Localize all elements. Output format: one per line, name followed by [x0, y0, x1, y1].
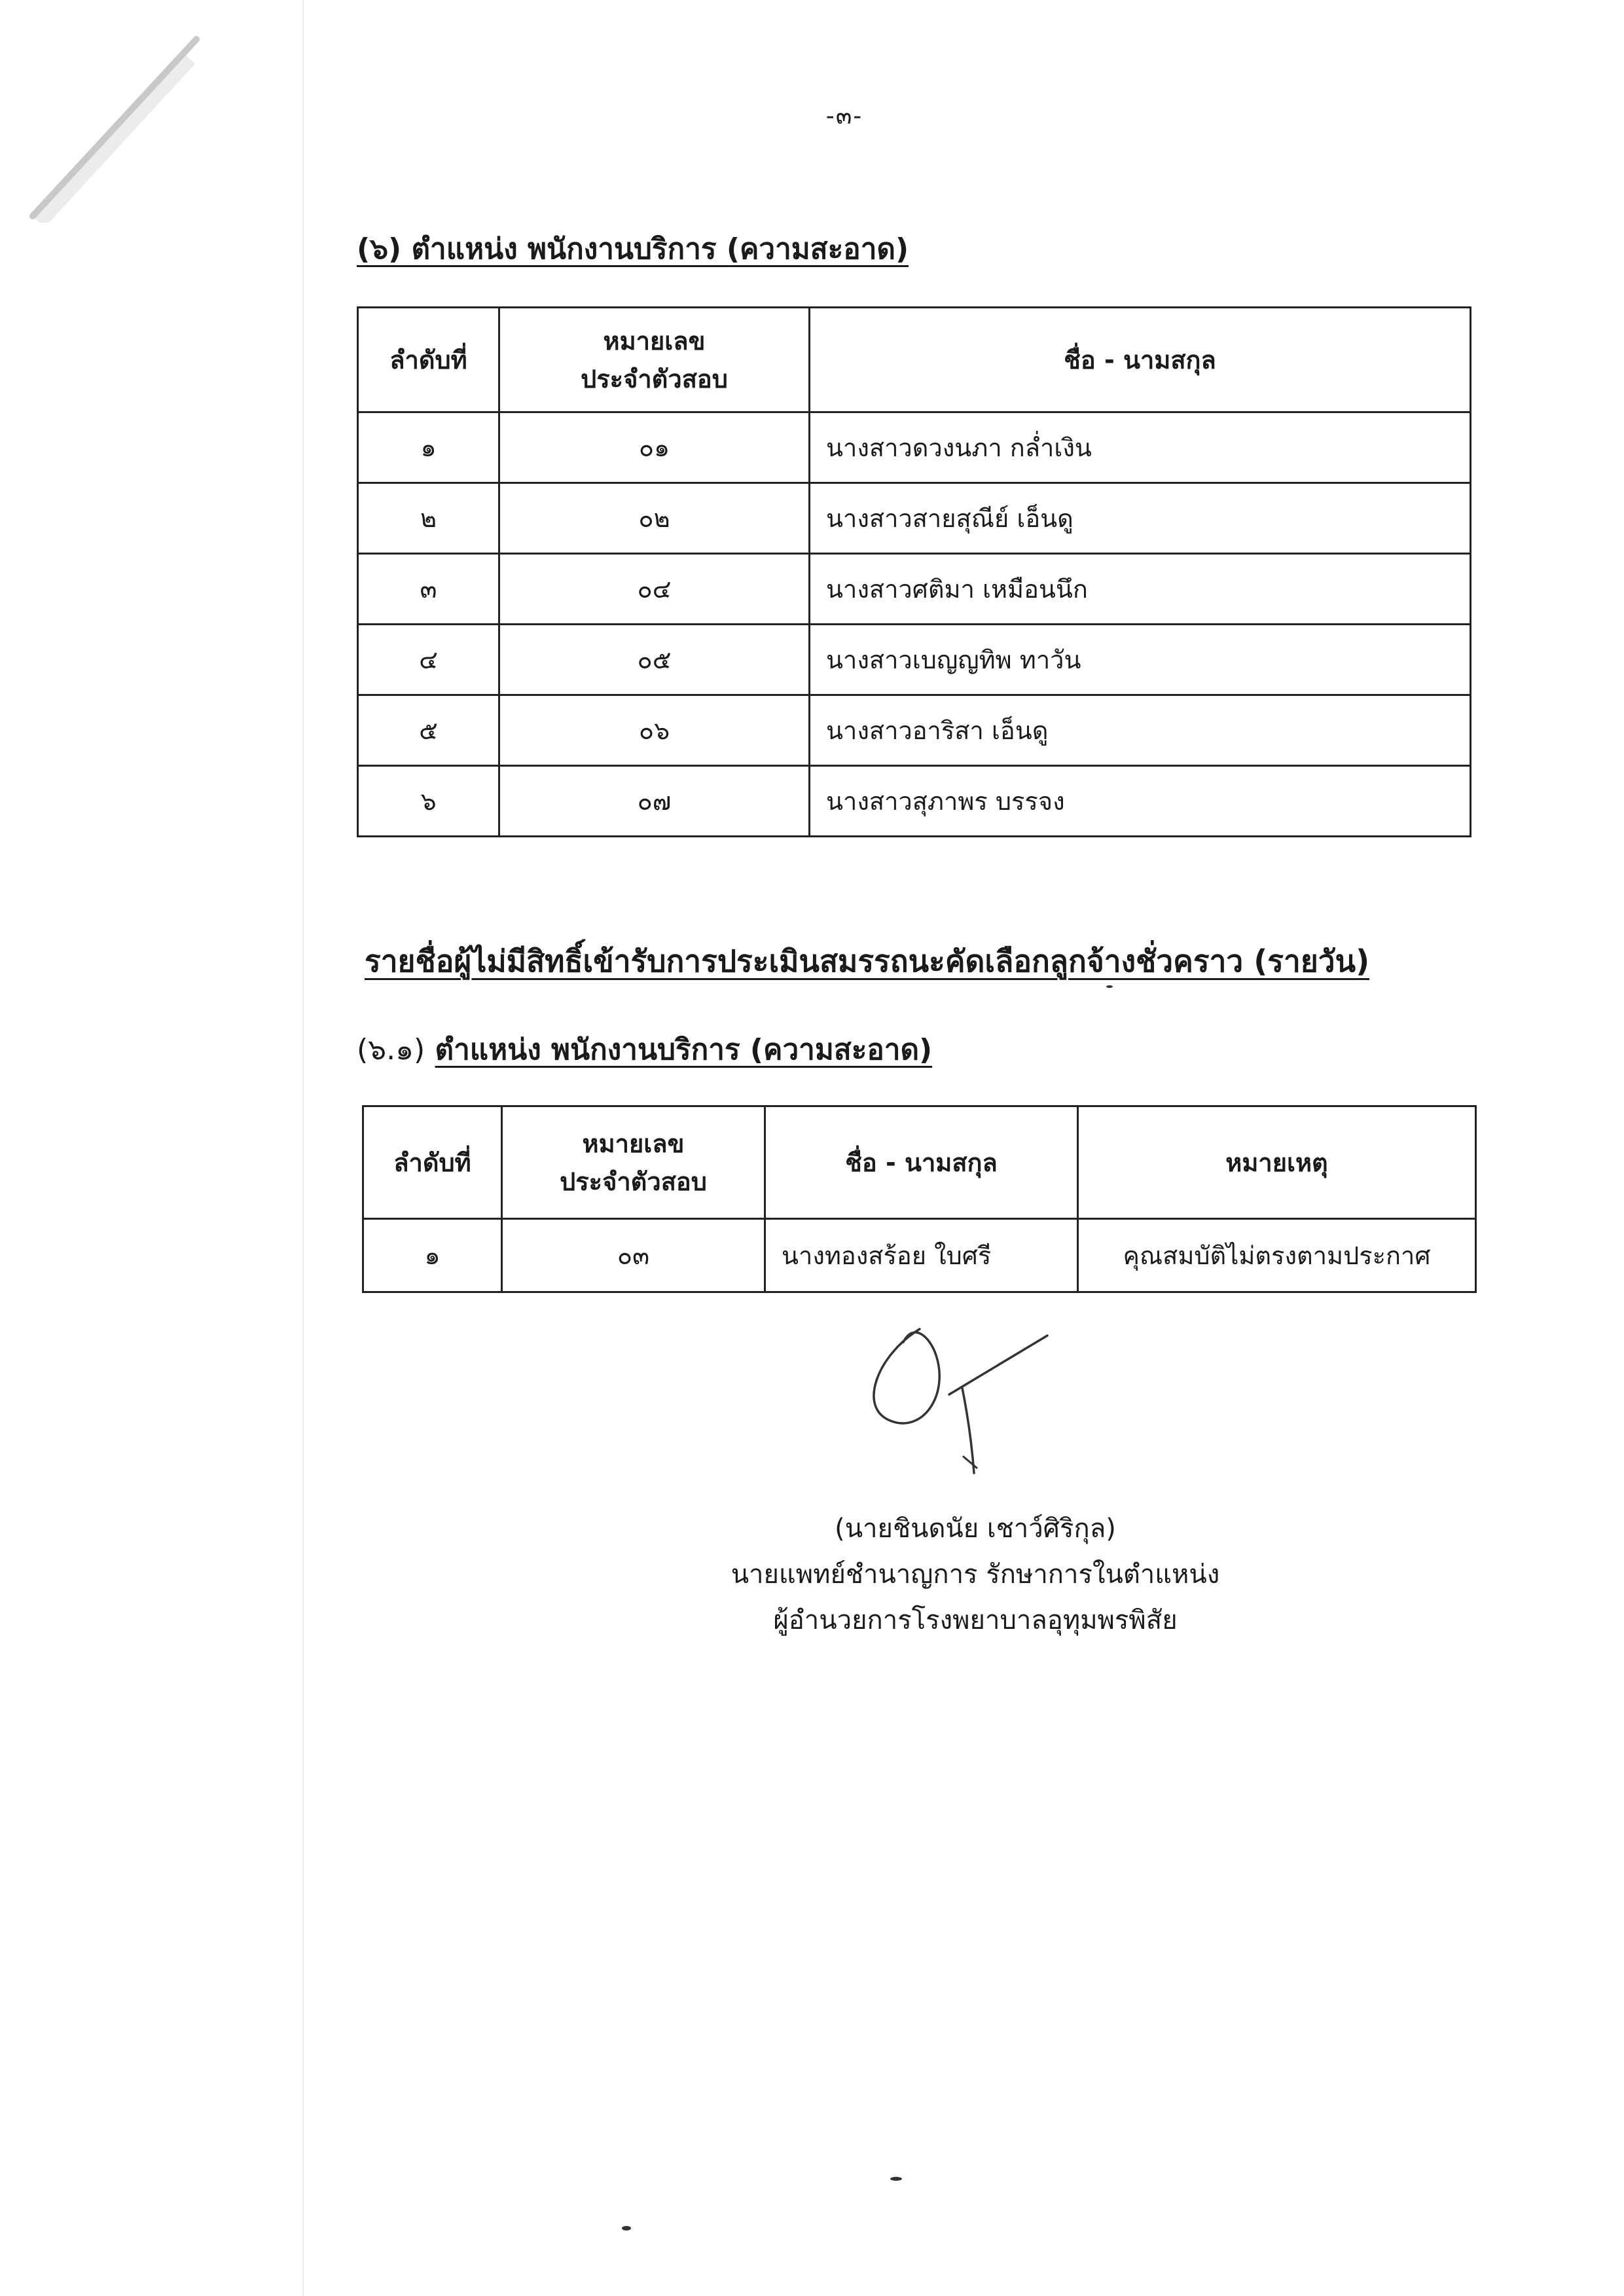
cell-name: นางสาวสายสุณีย์ เอ็นดู — [810, 483, 1471, 554]
cell-seq: ๖ — [358, 766, 499, 837]
cell-seq: ๒ — [358, 483, 499, 554]
table-row — [358, 766, 1471, 837]
candidate-table — [357, 306, 1471, 837]
scan-speck — [890, 2177, 902, 2181]
cell-seq: ๑ — [358, 412, 499, 483]
signature-block — [687, 1506, 1263, 1643]
header-exam-id-line2: ประจำตัวสอบ — [581, 364, 728, 393]
section-heading-2-text: ตำแหน่ง พนักงานบริการ (ความสะอาด) — [435, 1033, 933, 1066]
cell-seq: ๔ — [358, 625, 499, 695]
header-exam-id-line1: หมายเลข — [582, 1129, 685, 1158]
cell-exam-id: ๐๒ — [499, 483, 810, 554]
section-heading-1-text: (๖) ตำแหน่ง พนักงานบริการ (ความสะอาด) — [357, 232, 909, 266]
signer-name: (นายชินดนัย เชาว์ศิริกุล) — [835, 1514, 1116, 1544]
scan-speck — [622, 2226, 631, 2231]
table-row — [363, 1219, 1476, 1292]
signer-title-line2: ผู้อำนวยการโรงพยาบาลอุทุมพรพิสัย — [773, 1605, 1178, 1635]
header-exam-id-line1: หมายเลข — [603, 326, 706, 355]
cell-remark: คุณสมบัติไม่ตรงตามประกาศ — [1078, 1219, 1476, 1292]
cell-exam-id: ๐๗ — [499, 766, 810, 837]
header-exam-id — [499, 308, 810, 412]
ineligible-heading — [365, 938, 1369, 985]
page-number: -๓- — [825, 103, 863, 130]
cell-name: นางสาวดวงนภา กล่ำเงิน — [810, 412, 1471, 483]
header-name: ชื่อ - นามสกุล — [810, 308, 1471, 412]
section-heading-1 — [357, 226, 909, 272]
table-header-row — [363, 1106, 1476, 1219]
cell-name: นางสาวอาริสา เอ็นดู — [810, 695, 1471, 766]
table-row — [358, 695, 1471, 766]
table-row — [358, 412, 1471, 483]
table-row — [358, 483, 1471, 554]
header-exam-id — [502, 1106, 765, 1219]
cell-exam-id: ๐๓ — [502, 1219, 765, 1292]
cell-seq: ๓ — [358, 554, 499, 625]
cell-seq: ๕ — [358, 695, 499, 766]
ineligible-table — [362, 1105, 1477, 1293]
cell-exam-id: ๐๖ — [499, 695, 810, 766]
table-row — [358, 625, 1471, 695]
cell-name: นางทองสร้อย ใบศรี — [765, 1219, 1078, 1292]
ineligible-heading-text: รายชื่อผู้ไม่มีสิทธิ์เข้ารับการประเมินสมรรถนะคัดเลือกลูกจ้างชั่วคราว (รายวัน) — [365, 943, 1370, 979]
cell-exam-id: ๐๕ — [499, 625, 810, 695]
section-heading-2-prefix: (๖.๑) — [357, 1033, 425, 1066]
cell-exam-id: ๐๑ — [499, 412, 810, 483]
scan-fold-mark — [26, 26, 223, 223]
scan-page-edge — [302, 0, 304, 2296]
scan-speck — [1106, 985, 1113, 988]
cell-name: นางสาวศติมา เหมือนนึก — [810, 554, 1471, 625]
header-name: ชื่อ - นามสกุล — [765, 1106, 1078, 1219]
signer-title-line1: นายแพทย์ชำนาญการ รักษาการในตำแหน่ง — [731, 1559, 1220, 1590]
cell-exam-id: ๐๔ — [499, 554, 810, 625]
table-row — [358, 554, 1471, 625]
table-header-row — [358, 308, 1471, 412]
cell-name: นางสาวสุภาพร บรรจง — [810, 766, 1471, 837]
header-seq: ลำดับที่ — [358, 308, 499, 412]
header-seq: ลำดับที่ — [363, 1106, 502, 1219]
section-heading-2 — [357, 1027, 932, 1072]
header-exam-id-line2: ประจำตัวสอบ — [560, 1167, 707, 1196]
cell-seq: ๑ — [363, 1219, 502, 1292]
cell-name: นางสาวเบญญทิพ ทาวัน — [810, 625, 1471, 695]
handwritten-signature — [851, 1316, 1060, 1486]
header-remark: หมายเหตุ — [1078, 1106, 1476, 1219]
